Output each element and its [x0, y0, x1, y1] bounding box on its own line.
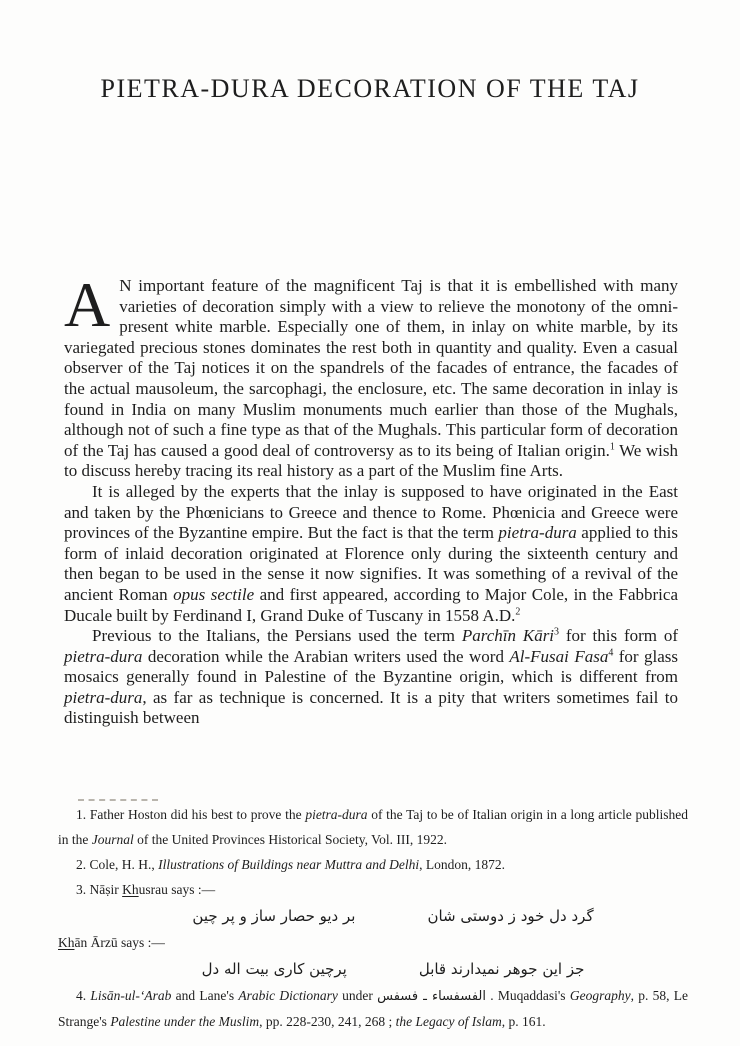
- paragraph-3: Previous to the Italians, the Persians used the term Parchīn Kāri$^3$ for this form of pietra-dura decoration while the Arabian writers used the word Al-Fusai Fasa$^4$ for glass mosaics generally found in Palestine of the Byzantine origin, which is different from pietra-dura, as far as technique is concerned. It is a pity that writers sometimes fail to distinguish between: [64, 626, 679, 728]
- footnote-separator-rule: [78, 799, 158, 801]
- article-body: [64, 269, 679, 729]
- paragraph-1-text: N important feature of the magnificent Taj is that it is embellished with many varieties of decoration simply with a view to relieve the monotony of the omni-present white marble. Especially one of them, in inlay on white marble, by its variegated precious stones dominates the rest both in quantity and quality. Even a casual observer of the Taj notices it on the spandrels of the facades of entrance, the facades of the actual mausoleum, the sarcophagi, the enclosure, etc. The same decoration in inlay is found in India on many Muslim monuments much earlier than those of the Mughals, although not of such a fine type as that of the Mughals. This particular form of decoration of the Taj has caused a good deal of controversy as to its being of Italian origin.$^1$ We wish to discuss hereby tracing its real history as a part of the Muslim fine Arts.: [64, 276, 678, 481]
- footnote-3: 3. Nāṣir Khusrau says :—: [76, 882, 216, 897]
- verse-2-hemistich-2: پرچین کاری بیت اله دل: [201, 960, 347, 978]
- verse-2-hemistich-1: جز این جوهر نمیدارند قابل: [418, 960, 585, 978]
- page-title: PIETRA-DURA DECORATION OF THE TAJ: [100, 74, 640, 103]
- paragraph-2: It is alleged by the experts that the inlay is supposed to have originated in the East and taken by the Phœnicians to Greece and thence to Rome. Phœnicia and Greece were provinces of the Byzantine empire. But the fact is that the term pietra-dura applied to this form of inlaid decoration originated at Florence only during the sixteenth century and then began to be used in the sense it now signifies. It was something of a revival of the ancient Roman opus sectile and first appeared, according to Major Cole, in the Fabbrica Ducale built by Ferdinand I, Grand Duke of Tuscany in 1558 A.D.$^2$: [64, 481, 679, 625]
- paragraph-1: [64, 269, 678, 482]
- persian-verse-2: [58, 956, 688, 982]
- footnote-1: 1. Father Hoston did his best to prove the pietra-dura of the Taj to be of Italian origin in a long article published in the Journal of the United Provinces Historical Society, Vol. III, 1922.: [58, 807, 688, 847]
- verse-1-hemistich-1: گرد دل خود ز دوستی شان: [427, 907, 594, 925]
- khan-arzu-attribution: Khān Ārzū says :—: [58, 935, 165, 950]
- footnote-4: 4. Lisān-ul-ʻArab and Lane's Arabic Dictionary under الفسفساء ـ فسفس . Muqaddasi's Geography, p. 58, Le Strange's Palestine under the Muslim, pp. 228-230, 241, 268 ; the Legacy of Islam, p. 161.: [58, 988, 688, 1029]
- footnotes-section: [58, 802, 688, 1034]
- footnote-2: 2. Cole, H. H., Illustrations of Buildings near Muttra and Delhi, London, 1872.: [76, 857, 506, 872]
- drop-cap: A: [64, 269, 111, 340]
- persian-verse-1: [58, 903, 688, 929]
- verse-1-hemistich-2: بر دیو حصار ساز و پر چین: [192, 907, 356, 925]
